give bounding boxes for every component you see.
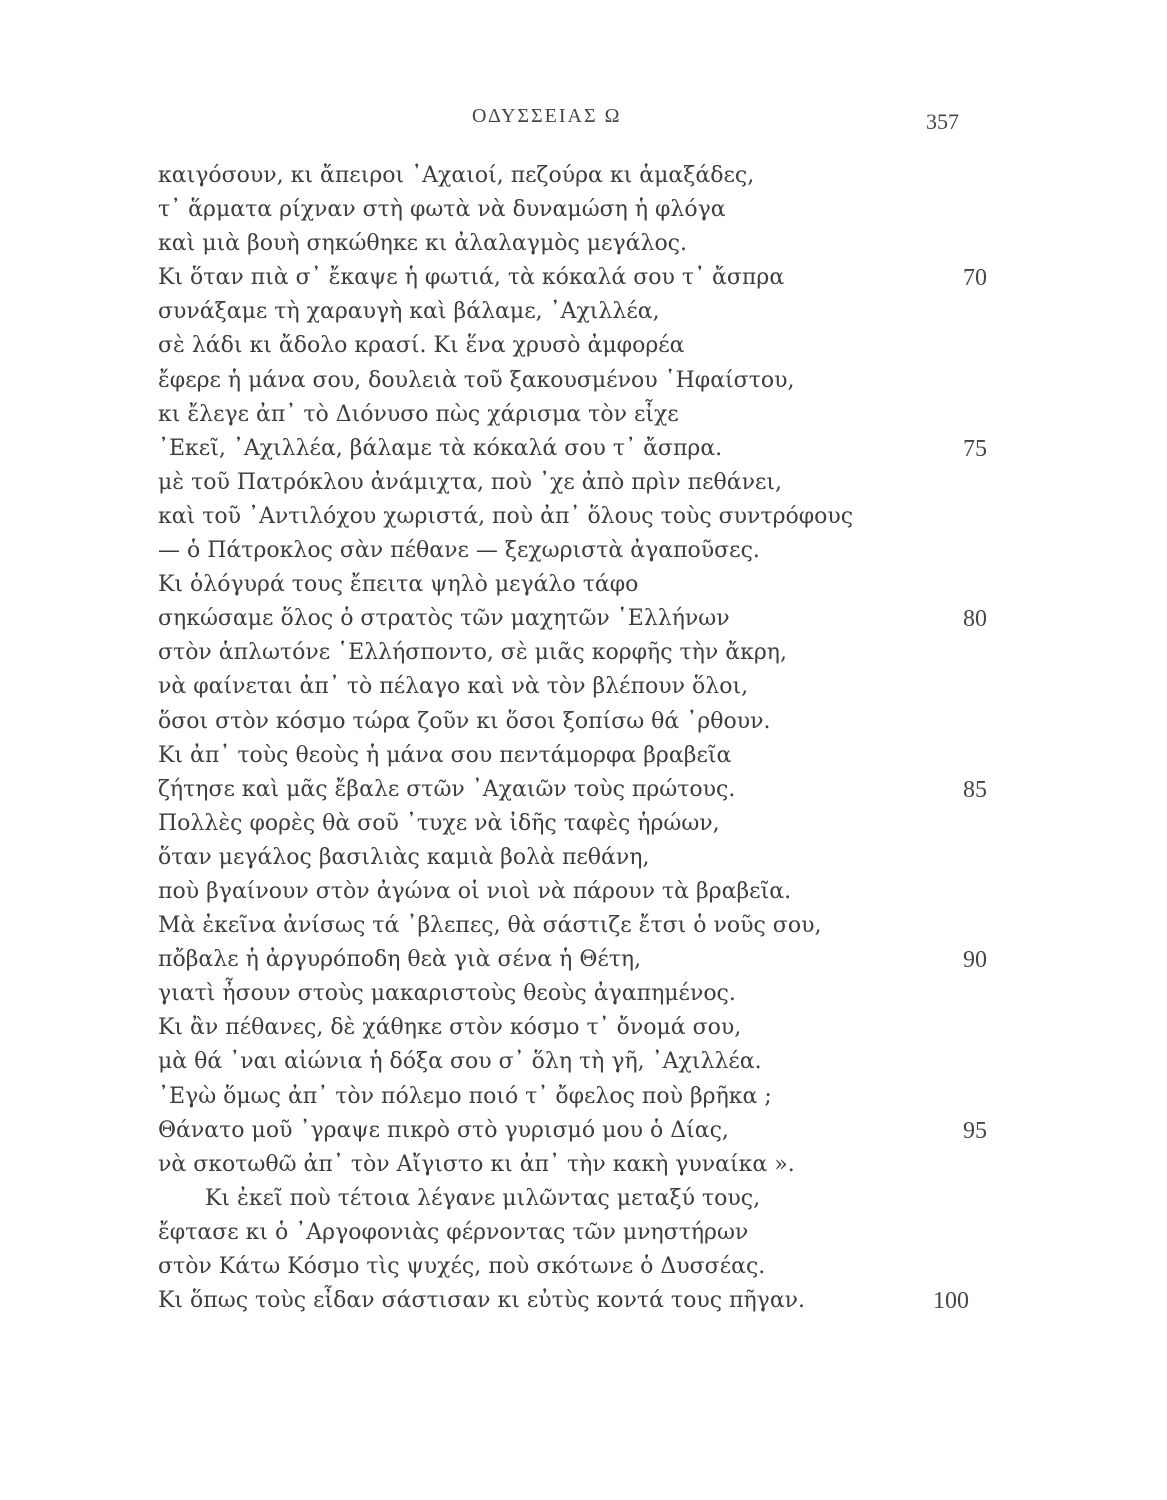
verse-line: [0, 1011, 1167, 1045]
page-number: 357: [926, 109, 959, 134]
verse-line: [0, 466, 1167, 500]
verse-line: [0, 568, 1167, 602]
verse-line: [0, 1250, 1167, 1284]
verse-block: [0, 159, 1167, 1318]
verse-line: [0, 534, 1167, 568]
running-title: ΟΔΥΣΣΕΙΑΣ Ω: [472, 105, 622, 127]
verse-text: μὰ θά ᾽ναι αἰώνια ἡ δόξα σου σ᾽ ὅλη τὴ γῆ, ᾽Αχιλλέα.: [158, 1049, 762, 1075]
line-number: 85: [963, 776, 987, 803]
verse-text: καὶ τοῦ ᾽Αντιλόχου χωριστά, ποὺ ἀπ᾽ ὅλους τοὺς συντρόφους: [158, 503, 854, 529]
verse-line: [0, 432, 1167, 466]
verse-line: [0, 1114, 1167, 1148]
verse-line: [0, 1080, 1167, 1114]
line-number: 80: [963, 606, 987, 633]
verse-text: νὰ φαίνεται ἀπ᾽ τὸ πέλαγο καὶ νὰ τὸν βλέπουν ὅλοι,: [158, 674, 749, 700]
verse-line: [0, 1284, 1167, 1318]
verse-text: μὲ τοῦ Πατρόκλου ἀνάμιχτα, ποὺ ᾽χε ἀπὸ πρὶν πεθάνει,: [158, 469, 783, 495]
verse-line: [0, 398, 1167, 432]
verse-text: συνάξαμε τὴ χαραυγὴ καὶ βάλαμε, ᾽Αχιλλέα,: [158, 299, 660, 325]
verse-text: ζήτησε καὶ μᾶς ἔβαλε στῶν ᾽Αχαιῶν τοὺς πρώτους.: [158, 776, 736, 802]
verse-line: [0, 636, 1167, 670]
verse-text: πὄβαλε ἡ ἀργυρόποδη θεὰ γιὰ σένα ἡ Θέτη,: [158, 947, 642, 973]
verse-text: ἔφτασε κι ὁ ᾽Αργοφονιὰς φέρνοντας τῶν μνηστήρων: [158, 1219, 749, 1245]
verse-text: ἔφερε ἡ μάνα σου, δουλειὰ τοῦ ξακουσμένου ῾Ηφαίστου,: [158, 367, 795, 393]
verse-text: ὅταν μεγάλος βασιλιὰς καμιὰ βολὰ πεθάνη,: [158, 844, 650, 870]
verse-text: Κι ἐκεῖ ποὺ τέτοια λέγανε μιλῶντας μεταξύ τους,: [205, 1185, 761, 1211]
verse-text: Κι ἀπ᾽ τοὺς θεοὺς ἡ μάνα σου πεντάμορφα βραβεῖα: [158, 742, 732, 768]
verse-line: [0, 602, 1167, 636]
verse-line: [0, 841, 1167, 875]
verse-line: [0, 295, 1167, 329]
verse-text: Κι ὁλόγυρά τους ἔπειτα ψηλὸ μεγάλο τάφο: [158, 572, 639, 598]
verse-line: [0, 500, 1167, 534]
verse-text: Μὰ ἐκεῖνα ἀνίσως τά ᾽βλεπες, θὰ σάστιζε ἔτσι ὁ νοῦς σου,: [158, 913, 822, 939]
verse-line: [0, 875, 1167, 909]
verse-text: στὸν ἁπλωτόνε ῾Ελλήσποντο, σὲ μιᾶς κορφῆς τὴν ἄκρη,: [158, 640, 787, 666]
verse-text: Πολλὲς φορὲς θὰ σοῦ ᾽τυχε νὰ ἰδῆς ταφὲς ἡρώων,: [158, 810, 720, 836]
verse-line: [0, 705, 1167, 739]
verse-text: Κι ἂν πέθανες, δὲ χάθηκε στὸν κόσμο τ᾽ ὄνομά σου,: [158, 1015, 742, 1041]
verse-line: [0, 739, 1167, 773]
verse-line: [0, 193, 1167, 227]
verse-line: [0, 364, 1167, 398]
verse-text: ᾽Εκεῖ, ᾽Αχιλλέα, βάλαμε τὰ κόκαλά σου τ᾽ ἄσπρα.: [158, 435, 723, 461]
verse-line: [0, 909, 1167, 943]
verse-text: γιατὶ ἦσουν στοὺς μακαριστοὺς θεοὺς ἀγαπημένος.: [158, 981, 736, 1007]
verse-text: ποὺ βγαίνουν στὸν ἀγώνα οἱ νιοὶ νὰ πάρουν τὰ βραβεῖα.: [158, 878, 792, 904]
line-number: 70: [963, 265, 987, 292]
verse-text: — ὁ Πάτροκλος σὰν πέθανε — ξεχωριστὰ ἀγαποῦσες.: [158, 538, 760, 564]
line-number: 75: [963, 435, 987, 462]
verse-text: καὶ μιὰ βουὴ σηκώθηκε κι ἀλαλαγμὸς μεγάλος.: [158, 231, 687, 257]
verse-line: [0, 670, 1167, 704]
verse-line: [0, 1148, 1167, 1182]
verse-line: [0, 1045, 1167, 1079]
verse-line: [0, 1182, 1167, 1216]
verse-text: σηκώσαμε ὅλος ὁ στρατὸς τῶν μαχητῶν ῾Ελλήνων: [158, 606, 730, 632]
verse-line: [0, 329, 1167, 363]
line-number: 90: [963, 947, 987, 974]
verse-text: νὰ σκοτωθῶ ἀπ᾽ τὸν Αἴγιστο κι ἀπ᾽ τὴν κακὴ γυναίκα ».: [158, 1151, 795, 1177]
verse-line: [0, 773, 1167, 807]
verse-text: ᾽Εγὼ ὅμως ἀπ᾽ τὸν πόλεμο ποιό τ᾽ ὄφελος ποὺ βρῆκα ;: [158, 1083, 772, 1109]
verse-text: ὅσοι στὸν κόσμο τώρα ζοῦν κι ὅσοι ξοπίσω θά ᾽ρθουν.: [158, 708, 771, 734]
verse-text: τ᾽ ἅρματα ρίχναν στὴ φωτὰ νὰ δυναμώση ἡ φλόγα: [158, 197, 726, 223]
verse-line: [0, 159, 1167, 193]
verse-text: Κι ὅταν πιὰ σ᾽ ἔκαψε ἡ φωτιά, τὰ κόκαλά σου τ᾽ ἄσπρα: [158, 265, 785, 291]
verse-text: στὸν Κάτω Κόσμο τὶς ψυχές, ποὺ σκότωνε ὁ Δυσσέας.: [158, 1254, 766, 1279]
line-number: 100: [933, 1288, 969, 1315]
verse-line: [0, 807, 1167, 841]
verse-text: Κι ὅπως τοὺς εἶδαν σάστισαν κι εὐτὺς κοντά τους πῆγαν.: [158, 1288, 806, 1314]
running-head: [0, 105, 1167, 135]
verse-line: [0, 1216, 1167, 1250]
verse-text: κι ἔλεγε ἀπ᾽ τὸ Διόνυσο πὼς χάρισμα τὸν εἶχε: [158, 401, 679, 427]
verse-line: [0, 261, 1167, 295]
verse-line: [0, 977, 1167, 1011]
verse-text: σὲ λάδι κι ἄδολο κρασί. Κι ἕνα χρυσὸ ἀμφορέα: [158, 333, 685, 359]
verse-text: Θάνατο μοῦ ᾽γραψε πικρὸ στὸ γυρισμό μου ὁ Δίας,: [158, 1117, 729, 1143]
verse-text: καιγόσουν, κι ἄπειροι ᾽Αχαιοί, πεζούρα κι ἁμαξάδες,: [158, 163, 755, 188]
verse-line: [0, 227, 1167, 261]
verse-line: [0, 943, 1167, 977]
line-number: 95: [963, 1117, 987, 1144]
